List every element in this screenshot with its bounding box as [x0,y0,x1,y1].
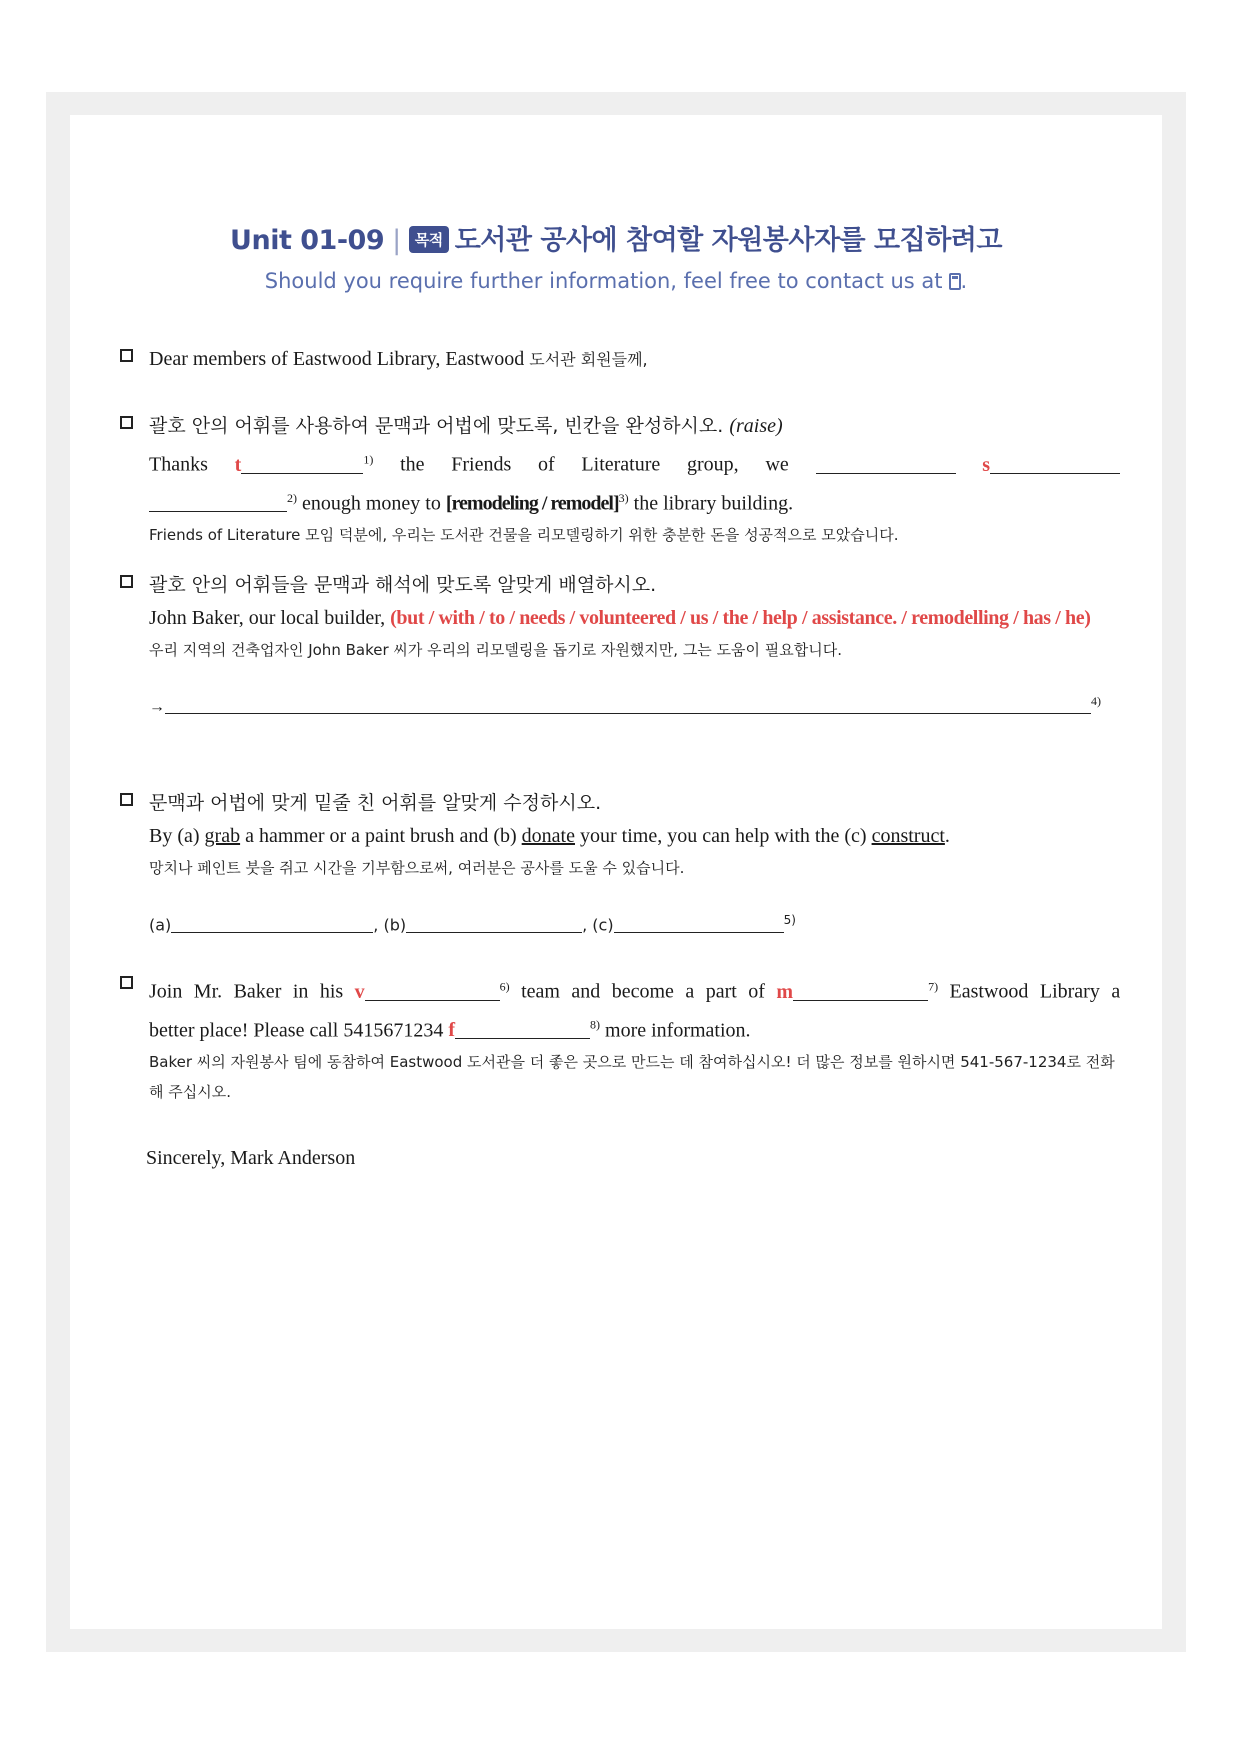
word: Eastwood [949,980,1029,1003]
q3-instruction: 괄호 안의 어휘들을 문맥과 해석에 맞도록 알맞게 배열하시오. [149,574,657,596]
arrow-icon: → [149,698,165,716]
q4-text: . [944,825,950,847]
hint-letter: v [354,980,365,1003]
q3-answer-line [149,685,1120,723]
answer-blank-c[interactable] [614,912,784,933]
word: Literature [581,453,661,476]
word: become [611,980,674,1003]
q3-translation: 우리 지역의 건축업자인 John Baker 씨가 우리의 리모델링을 돕기로 자원했지만, 그는 도움이 필요합니다. [149,641,843,659]
q4-answer-line [149,905,1120,940]
q5-line-2 [149,1009,1120,1048]
q2-line-2 [149,482,1120,521]
q2-mid-text: enough money to [302,492,441,515]
word: of [748,980,765,1003]
word: we [765,453,789,476]
blank-number: 1) [363,452,374,466]
word: a [1111,980,1121,1003]
title-ko: 도서관 공사에 참여할 자원봉사자를 모집하려고 [454,225,1002,256]
subtitle: Should you require further information, feel free to contact us at . [264,269,968,293]
q2-line-1 [149,443,1120,482]
blank-number: 6) [499,979,510,993]
blank-2c[interactable] [149,491,287,512]
question-1 [120,343,1120,376]
worksheet-header [70,218,1162,293]
blank-number: 5) [783,913,796,927]
checkbox[interactable] [120,976,133,989]
blank-number: 8) [590,1017,601,1032]
blank-7[interactable] [776,981,938,1003]
blank-6[interactable] [355,981,510,1003]
question-2 [120,410,1120,550]
word: Mr. [193,980,223,1003]
calculator-icon [949,273,961,290]
blank-number: 2) [287,490,297,505]
hint-letter: t [234,453,242,476]
hint-letter: f [448,1019,456,1042]
q3-scramble-words: (but / with / to / needs / volunteered / us / the / help / assistance. / remodelling / has / he) [390,607,1091,629]
hint-letter: m [776,980,794,1003]
closing-signature: Sincerely, Mark Anderson [146,1147,356,1169]
page-title: Unit 01-09 | 목적 도서관 공사에 참여할 자원봉사자를 모집하려고 [230,225,1002,256]
word: team [521,980,560,1003]
q4-sentence [149,820,1120,853]
q3-sentence [149,602,1120,635]
q4-instruction: 문맥과 어법에 맞게 밑줄 친 어휘를 알맞게 수정하시오. [149,792,602,814]
word: group, [687,453,739,476]
q5-text: better place! Please call 5415671234 [149,1019,444,1042]
word: in [292,980,309,1003]
word: Join [149,980,183,1003]
q2-translation: Friends of Literature 모임 덕분에, 우리는 도서관 건물을 리모델링하기 위한 충분한 돈을 성공적으로 모았습니다. [149,526,899,545]
purpose-badge: 목적 [409,226,449,253]
checkbox[interactable] [120,575,133,588]
underlined-word-c: construct [871,825,945,847]
word: his [319,980,344,1003]
underlined-word-a: grab [204,825,241,847]
q5-translation: Baker 씨의 자원봉사 팀에 동참하여 Eastwood 도서관을 더 좋은 곳으로 만드는 데 참여하십시오! 더 많은 정보를 원하시면 541-567-1234로 전화해 주십시오. [149,1053,1115,1102]
blank-number: 7) [928,979,939,993]
q3-lead: John Baker, our local builder, [149,607,386,629]
q2-end-text: the library building. [633,492,794,515]
word: Friends [451,453,512,476]
q4-translation: 망치나 페인트 붓을 쥐고 시간을 기부함으로써, 여러분은 공사를 도울 수 있습니다. [149,859,685,877]
word: part [705,980,737,1003]
blank-2a[interactable] [816,453,956,474]
subtitle-text: Should you require further information, feel free to contact us at [264,269,943,293]
answer-blank-a[interactable] [171,912,373,933]
word: and [571,980,601,1003]
q2-instruction [149,410,1120,443]
word: Baker [233,980,282,1003]
q2-bracket-choice[interactable]: [remodeling / remodel] [445,492,619,515]
hint-letter: s [982,453,991,476]
q1-text-ko: 도서관 회원들께, [529,350,648,369]
word: of [538,453,555,476]
answer-blank-b[interactable] [406,912,582,933]
q1-text-en: Dear members of Eastwood Library, Eastwood [149,348,525,370]
question-4 [120,787,1120,940]
label-c: , (c) [582,915,614,935]
label-b: , (b) [373,915,407,935]
q5-line-1 [149,970,1120,1009]
checkbox[interactable] [120,793,133,806]
q4-text: By (a) [149,825,200,847]
question-3 [120,569,1120,723]
word: a [685,980,695,1003]
underlined-word-b: donate [521,825,575,847]
word: Library [1039,980,1100,1003]
word: the [400,453,425,476]
q4-text: your time, you can help with the (c) [579,825,867,847]
answer-blank-4[interactable] [165,693,1091,714]
word: Thanks [149,453,208,476]
blank-1[interactable] [235,454,374,476]
q4-text: a hammer or a paint brush and (b) [245,825,517,847]
checkbox[interactable] [120,416,133,429]
question-5 [120,970,1120,1107]
label-a: (a) [149,915,172,935]
checkbox[interactable] [120,349,133,362]
unit-label: Unit 01-09 [230,225,385,256]
q2-hint: (raise) [729,415,783,437]
q5-text: more information. [605,1019,751,1042]
blank-2b[interactable] [982,454,1120,476]
blank-8[interactable] [448,1019,600,1041]
blank-number: 4) [1091,694,1101,708]
blank-number: 3) [618,490,629,505]
q2-instruction-text: 괄호 안의 어휘를 사용하여 문맥과 어법에 맞도록, 빈칸을 완성하시오. [149,415,724,437]
